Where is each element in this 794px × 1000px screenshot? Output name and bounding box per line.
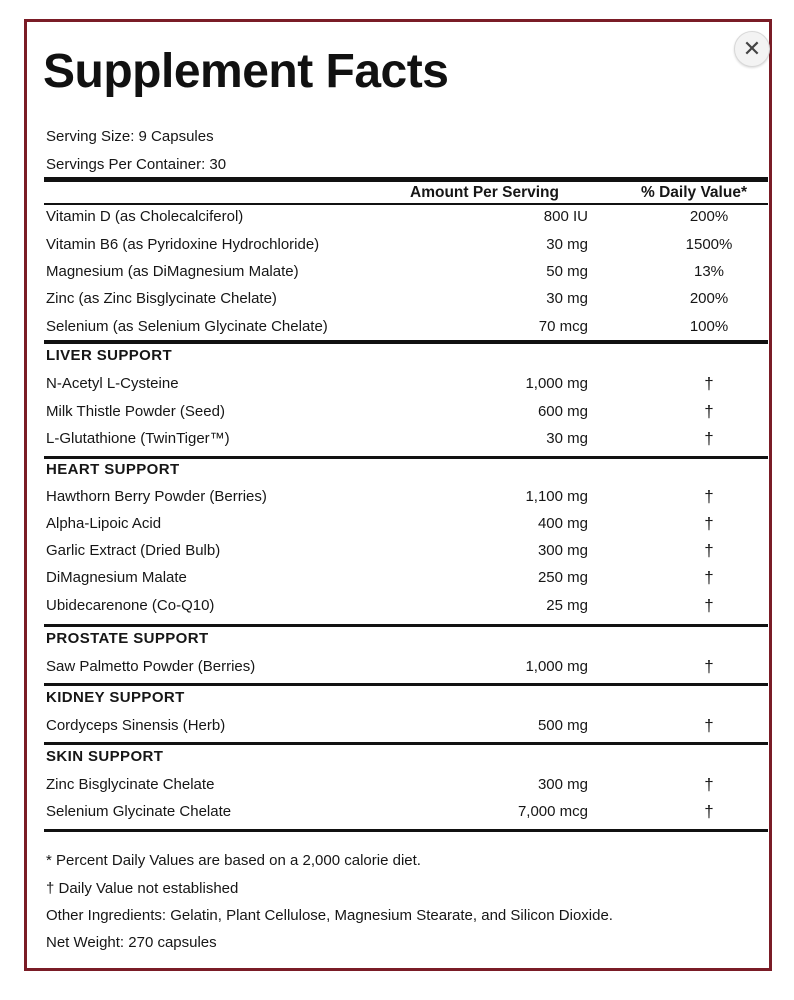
ingredient-amount: 7,000 mcg (517, 803, 588, 820)
footnote-percent-dv: * Percent Daily Values are based on a 2,000 calorie diet. (46, 852, 421, 869)
close-icon: ✕ (742, 36, 762, 61)
ingredient-name: DiMagnesium Malate (46, 569, 187, 586)
servings-per-container: Servings Per Container: 30 (46, 156, 227, 173)
ingredient-name: Zinc Bisglycinate Chelate (46, 776, 215, 793)
nutrient-row: Zinc (as Zinc Bisglycinate Chelate) 30 mg 200% (46, 290, 729, 307)
ingredient-amount: 1,000 mg (525, 375, 588, 392)
section-divider (44, 624, 768, 627)
ingredient-amount: 1,000 mg (525, 658, 588, 675)
nutrient-name: Vitamin D (as Cholecalciferol) (46, 208, 244, 225)
ingredient-amount: 250 mg (537, 569, 588, 586)
ingredient-row: Cordyceps Sinensis (Herb) 500 mg † (46, 716, 714, 735)
ingredient-row: Milk Thistle Powder (Seed) 600 mg † (46, 402, 714, 421)
divider (44, 203, 768, 205)
section-title-prostate: PROSTATE SUPPORT (46, 630, 209, 647)
ingredient-name: N-Acetyl L-Cysteine (46, 375, 179, 392)
ingredient-amount: 30 mg (546, 430, 588, 447)
ingredient-row: Ubidecarenone (Co-Q10) 25 mg † (46, 596, 714, 615)
serving-size: Serving Size: 9 Capsules (46, 128, 214, 145)
ingredient-name: Hawthorn Berry Powder (Berries) (46, 488, 267, 505)
amount-header: Amount Per Serving (410, 184, 559, 201)
footnote-dagger: † Daily Value not established (46, 880, 239, 897)
close-button[interactable] (734, 31, 770, 67)
ingredient-amount: 600 mg (537, 403, 588, 420)
section-divider (44, 742, 768, 745)
ingredient-amount: 500 mg (537, 717, 588, 734)
ingredient-amount: 400 mg (537, 515, 588, 532)
ingredient-amount: 300 mg (537, 542, 588, 559)
ingredient-row: Zinc Bisglycinate Chelate 300 mg † (46, 775, 714, 794)
ingredient-name: L-Glutathione (TwinTiger™) (46, 430, 230, 447)
ingredient-row: L-Glutathione (TwinTiger™) 30 mg † (46, 429, 714, 448)
ingredient-amount: 25 mg (546, 597, 588, 614)
daily-value-header: % Daily Value* (641, 184, 747, 201)
ingredient-row: N-Acetyl L-Cysteine 1,000 mg † (46, 374, 714, 393)
nutrient-name: Selenium (as Selenium Glycinate Chelate) (46, 318, 328, 335)
ingredient-row: Selenium Glycinate Chelate 7,000 mcg † (46, 802, 714, 821)
section-title-heart: HEART SUPPORT (46, 461, 180, 478)
net-weight: Net Weight: 270 capsules (46, 934, 217, 951)
section-divider (44, 456, 768, 459)
nutrient-name: Zinc (as Zinc Bisglycinate Chelate) (46, 290, 277, 307)
nutrient-row: Vitamin D (as Cholecalciferol) 800 IU 200% (46, 208, 729, 225)
ingredient-row: Hawthorn Berry Powder (Berries) 1,100 mg † (46, 487, 714, 506)
nutrient-row: Vitamin B6 (as Pyridoxine Hydrochloride) 30 mg 1500% (46, 236, 733, 253)
section-title-skin: SKIN SUPPORT (46, 748, 164, 765)
ingredient-name: Cordyceps Sinensis (Herb) (46, 717, 226, 734)
nutrient-amount: 30 mg (546, 290, 588, 307)
nutrient-row: Magnesium (as DiMagnesium Malate) 50 mg 13% (46, 263, 725, 280)
ingredient-row: Saw Palmetto Powder (Berries) 1,000 mg † (46, 657, 714, 676)
nutrient-amount: 30 mg (546, 236, 588, 253)
ingredient-row: DiMagnesium Malate 250 mg † (46, 568, 714, 587)
section-title-liver: LIVER SUPPORT (46, 347, 173, 364)
ingredient-name: Garlic Extract (Dried Bulb) (46, 542, 221, 559)
section-divider (44, 340, 768, 344)
section-divider (44, 683, 768, 686)
nutrient-row: Selenium (as Selenium Glycinate Chelate) 70 mcg 100% (46, 318, 729, 335)
other-ingredients: Other Ingredients: Gelatin, Plant Cellulose, Magnesium Stearate, and Silicon Dioxide. (46, 907, 613, 924)
ingredient-name: Selenium Glycinate Chelate (46, 803, 232, 820)
nutrient-amount: 800 IU (543, 208, 588, 225)
section-title-kidney: KIDNEY SUPPORT (46, 689, 185, 706)
divider-bottom (44, 829, 768, 832)
ingredient-name: Alpha-Lipoic Acid (46, 515, 162, 532)
ingredient-amount: 1,100 mg (525, 488, 588, 505)
ingredient-row: Garlic Extract (Dried Bulb) 300 mg † (46, 541, 714, 560)
nutrient-amount: 70 mcg (538, 318, 588, 335)
page-title: Supplement Facts (43, 45, 449, 98)
ingredient-name: Ubidecarenone (Co-Q10) (46, 597, 215, 614)
nutrient-name: Magnesium (as DiMagnesium Malate) (46, 263, 299, 280)
ingredient-row: Alpha-Lipoic Acid 400 mg † (46, 514, 714, 533)
nutrient-amount: 50 mg (546, 263, 588, 280)
nutrient-name: Vitamin B6 (as Pyridoxine Hydrochloride) (46, 236, 320, 253)
ingredient-name: Saw Palmetto Powder (Berries) (46, 658, 256, 675)
divider-thick (44, 177, 768, 182)
ingredient-amount: 300 mg (537, 776, 588, 793)
ingredient-name: Milk Thistle Powder (Seed) (46, 403, 225, 420)
